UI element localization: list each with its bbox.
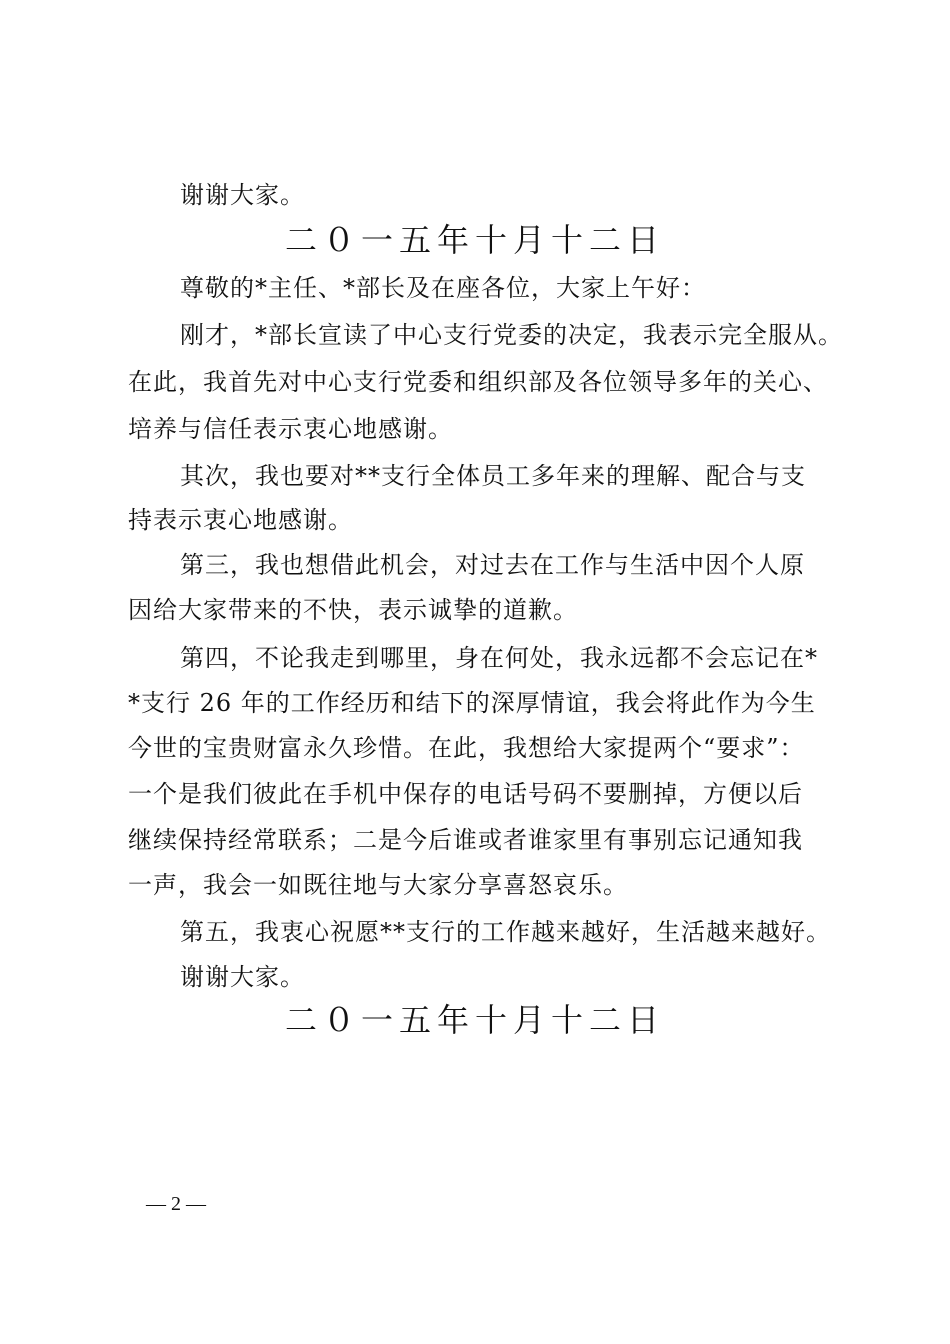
paragraph-1-line-3: 培养与信任表示衷心地感谢。 bbox=[128, 415, 453, 443]
paragraph-3-line-2: 因给大家带来的不快，表示诚挚的道歉。 bbox=[128, 596, 578, 624]
date-top: 二０一五年十月十二日 bbox=[284, 221, 665, 259]
closing-thanks: 谢谢大家。 bbox=[180, 963, 305, 991]
paragraph-3-line-1: 第三，我也想借此机会，对过去在工作与生活中因个人原 bbox=[180, 551, 805, 579]
date-bottom: 二０一五年十月十二日 bbox=[284, 1001, 665, 1039]
paragraph-1-line-2: 在此，我首先对中心支行党委和组织部及各位领导多年的关心、 bbox=[128, 368, 828, 396]
paragraph-2-line-2: 持表示衷心地感谢。 bbox=[128, 506, 353, 534]
greeting: 尊敬的*主任、*部长及在座各位，大家上午好： bbox=[180, 274, 706, 302]
paragraph-4-line-2: *支行 26 年的工作经历和结下的深厚情谊，我会将此作为今生 bbox=[128, 689, 816, 717]
paragraph-4-line-3: 今世的宝贵财富永久珍惜。在此，我想给大家提两个“要求”： bbox=[128, 734, 805, 762]
paragraph-5: 第五，我衷心祝愿**支行的工作越来越好，生活越来越好。 bbox=[180, 918, 831, 946]
paragraph-4-line-4: 一个是我们彼此在手机中保存的电话号码不要删掉，方便以后 bbox=[128, 780, 803, 808]
paragraph-4-line-1: 第四，不论我走到哪里，身在何处，我永远都不会忘记在* bbox=[180, 644, 818, 672]
paragraph-4-line-5: 继续保持经常联系；二是今后谁或者谁家里有事别忘记通知我 bbox=[128, 826, 803, 854]
paragraph-2-line-1: 其次，我也要对**支行全体员工多年来的理解、配合与支 bbox=[180, 462, 806, 490]
paragraph-4-line-6: 一声，我会一如既往地与大家分享喜怒哀乐。 bbox=[128, 871, 628, 899]
paragraph-1-line-1: 刚才，*部长宣读了中心支行党委的决定，我表示完全服从。 bbox=[180, 321, 843, 349]
top-thanks: 谢谢大家。 bbox=[180, 181, 305, 209]
page-number: — 2 — bbox=[146, 1193, 206, 1215]
